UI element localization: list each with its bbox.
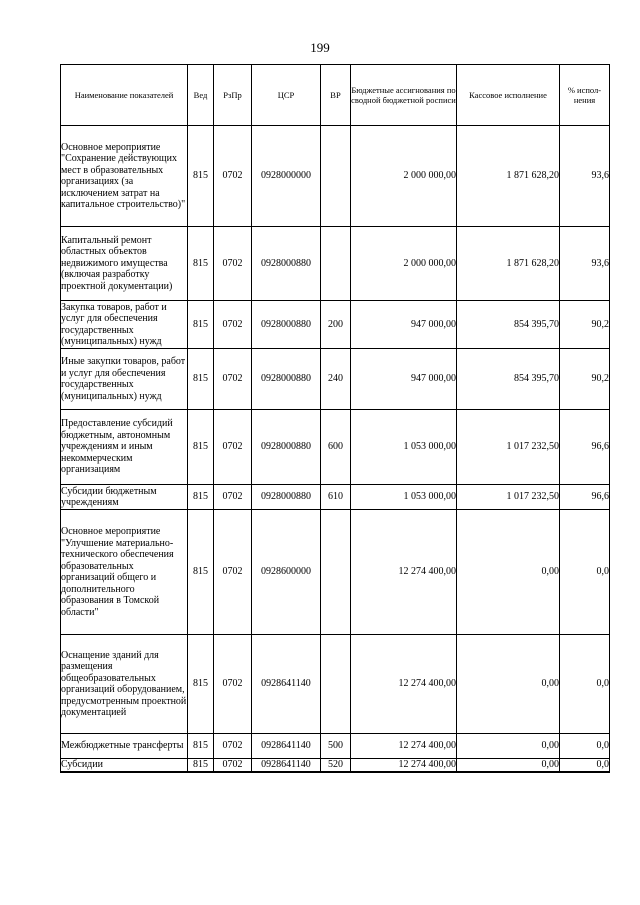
row-percent: 0,0 xyxy=(560,759,610,772)
row-name: Предоставление субсидий бюджетным, автономным учреждениям и иным некоммерческим организациям xyxy=(61,410,188,485)
row-rzpr: 0702 xyxy=(214,759,252,772)
row-ved: 815 xyxy=(188,349,214,410)
table-row xyxy=(61,635,610,734)
row-percent: 96,6 xyxy=(560,485,610,510)
table-row xyxy=(61,485,610,510)
header-csr: ЦСР xyxy=(252,65,321,126)
row-csr: 0928000880 xyxy=(252,349,321,410)
table-row xyxy=(61,227,610,301)
row-cash: 1 017 232,50 xyxy=(457,485,560,510)
row-cash: 1 017 232,50 xyxy=(457,410,560,485)
row-ved: 815 xyxy=(188,227,214,301)
table-row xyxy=(61,759,610,772)
table-row xyxy=(61,349,610,410)
row-csr: 0928000000 xyxy=(252,126,321,227)
row-cash: 1 871 628,20 xyxy=(457,126,560,227)
header-vr: ВР xyxy=(321,65,351,126)
row-name: Основное мероприятие "Сохранение действующих мест в образовательных организациях (за исключением затрат на капитальное строительство)" xyxy=(61,126,188,227)
row-rzpr: 0702 xyxy=(214,734,252,759)
row-percent: 90,2 xyxy=(560,301,610,349)
row-vr: 520 xyxy=(321,759,351,772)
row-vr: 600 xyxy=(321,410,351,485)
row-vr: 500 xyxy=(321,734,351,759)
row-assign: 2 000 000,00 xyxy=(351,126,457,227)
table-row xyxy=(61,734,610,759)
header-name: Наименование показателей xyxy=(61,65,188,126)
header-row xyxy=(61,65,610,126)
row-csr: 0928000880 xyxy=(252,301,321,349)
row-percent: 93,6 xyxy=(560,126,610,227)
row-ved: 815 xyxy=(188,410,214,485)
row-ved: 815 xyxy=(188,759,214,772)
row-rzpr: 0702 xyxy=(214,510,252,635)
row-cash: 0,00 xyxy=(457,759,560,772)
row-csr: 0928641140 xyxy=(252,635,321,734)
row-assign: 12 274 400,00 xyxy=(351,734,457,759)
row-percent: 0,0 xyxy=(560,635,610,734)
row-csr: 0928000880 xyxy=(252,485,321,510)
budget-execution-table xyxy=(60,64,610,773)
row-ved: 815 xyxy=(188,734,214,759)
row-assign: 1 053 000,00 xyxy=(351,485,457,510)
row-csr: 0928000880 xyxy=(252,410,321,485)
row-vr xyxy=(321,510,351,635)
row-cash: 0,00 xyxy=(457,510,560,635)
row-percent: 0,0 xyxy=(560,510,610,635)
row-rzpr: 0702 xyxy=(214,227,252,301)
row-assign: 947 000,00 xyxy=(351,301,457,349)
row-rzpr: 0702 xyxy=(214,635,252,734)
row-rzpr: 0702 xyxy=(214,485,252,510)
page-number: 199 xyxy=(310,40,330,55)
row-assign: 12 274 400,00 xyxy=(351,635,457,734)
row-cash: 0,00 xyxy=(457,635,560,734)
row-cash: 854 395,70 xyxy=(457,301,560,349)
row-percent: 0,0 xyxy=(560,734,610,759)
row-cash: 1 871 628,20 xyxy=(457,227,560,301)
header-ved: Вед xyxy=(188,65,214,126)
row-vr: 240 xyxy=(321,349,351,410)
row-vr xyxy=(321,227,351,301)
row-assign: 947 000,00 xyxy=(351,349,457,410)
row-assign: 2 000 000,00 xyxy=(351,227,457,301)
row-name: Основное мероприятие "Улучшение материально-технического обеспечения образовательных организаций общего и дополнительного образования в Томской области" xyxy=(61,510,188,635)
row-cash: 854 395,70 xyxy=(457,349,560,410)
row-name: Субсидии бюджетным учреждениям xyxy=(61,485,188,510)
row-percent: 96,6 xyxy=(560,410,610,485)
row-name: Субсидии xyxy=(61,759,188,772)
table-row xyxy=(61,126,610,227)
row-rzpr: 0702 xyxy=(214,410,252,485)
row-percent: 90,2 xyxy=(560,349,610,410)
row-csr: 0928641140 xyxy=(252,734,321,759)
row-percent: 93,6 xyxy=(560,227,610,301)
row-csr: 0928641140 xyxy=(252,759,321,772)
table-row xyxy=(61,510,610,635)
row-vr xyxy=(321,126,351,227)
row-vr xyxy=(321,635,351,734)
header-percent: % испол-нения xyxy=(560,65,610,126)
table-row xyxy=(61,410,610,485)
row-name: Оснащение зданий для размещения общеобразовательных организаций оборудованием, предусмотренным проектной документацией xyxy=(61,635,188,734)
row-ved: 815 xyxy=(188,126,214,227)
row-vr: 610 xyxy=(321,485,351,510)
row-cash: 0,00 xyxy=(457,734,560,759)
header-assign: Бюджетные ассигнования по сводной бюджетной росписи xyxy=(351,65,457,126)
row-assign: 1 053 000,00 xyxy=(351,410,457,485)
row-csr: 0928600000 xyxy=(252,510,321,635)
header-rzpr: РзПр xyxy=(214,65,252,126)
row-name: Иные закупки товаров, работ и услуг для обеспечения государственных (муниципальных) нужд xyxy=(61,349,188,410)
row-vr: 200 xyxy=(321,301,351,349)
row-ved: 815 xyxy=(188,510,214,635)
header-cash: Кассовое исполнение xyxy=(457,65,560,126)
row-rzpr: 0702 xyxy=(214,126,252,227)
row-assign: 12 274 400,00 xyxy=(351,510,457,635)
row-name: Капитальный ремонт областных объектов недвижимого имущества (включая разработку проектной документации) xyxy=(61,227,188,301)
row-name: Межбюджетные трансферты xyxy=(61,734,188,759)
row-csr: 0928000880 xyxy=(252,227,321,301)
table-row xyxy=(61,301,610,349)
row-rzpr: 0702 xyxy=(214,349,252,410)
row-ved: 815 xyxy=(188,301,214,349)
row-name: Закупка товаров, работ и услуг для обеспечения государственных (муниципальных) нужд xyxy=(61,301,188,349)
row-ved: 815 xyxy=(188,485,214,510)
row-ved: 815 xyxy=(188,635,214,734)
row-assign: 12 274 400,00 xyxy=(351,759,457,772)
row-rzpr: 0702 xyxy=(214,301,252,349)
